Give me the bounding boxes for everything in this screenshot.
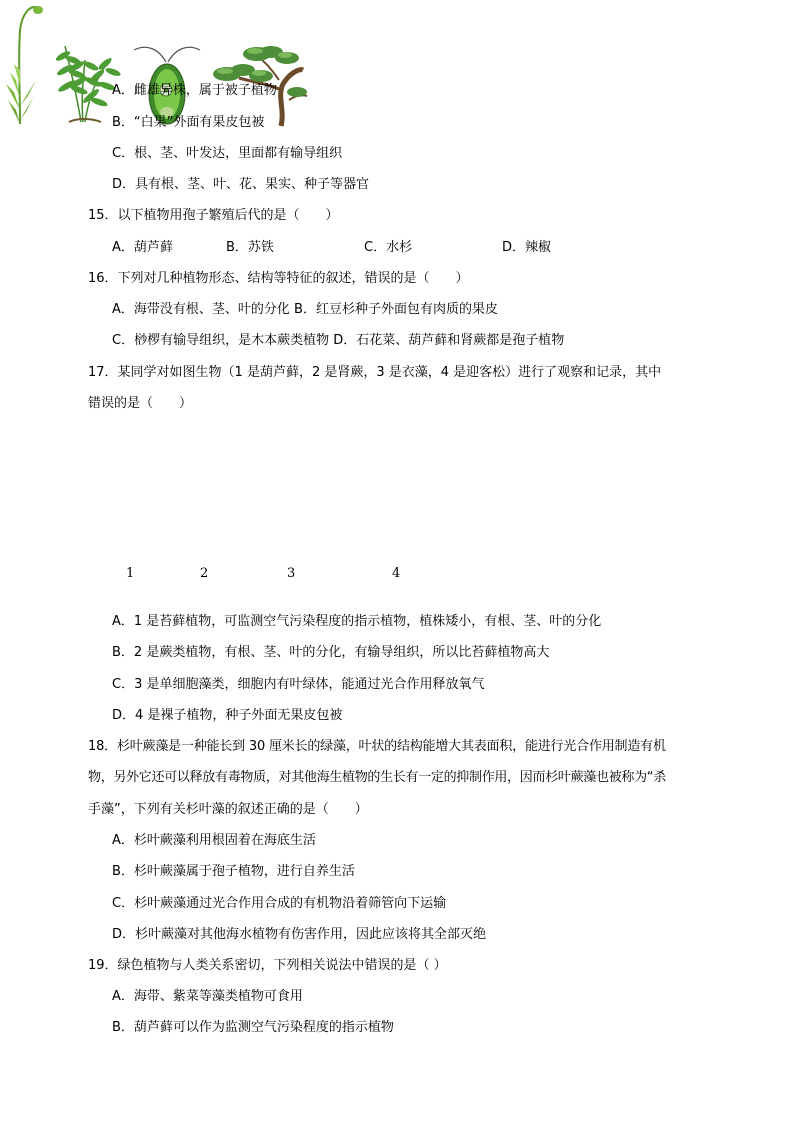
q18-stem-line3: 手藻”，下列有关杉叶藻的叙述正确的是（ ） (88, 802, 368, 817)
q18-stem-line1: 18．杉叶蕨藻是一种能长到 30 厘米长的绿藻，叶状的结构能增大其表面积，能进行光合作用制造有机 (88, 739, 666, 754)
q16-options-cd: C．桫椤有输导组织，是木本蕨类植物 D．石花菜、葫芦藓和肾蕨都是孢子植物 (112, 333, 565, 348)
q15-option-c: C．水杉 (364, 240, 413, 255)
q14-option-d: D．具有根、茎、叶、花、果实、种子等器官 (112, 177, 370, 192)
q17-option-b: B．2 是蕨类植物，有根、茎、叶的分化，有输导组织，所以比苔藓植物高大 (112, 645, 550, 660)
figure-label-1: 1 (126, 566, 135, 581)
q14-option-b: B．“白果”外面有果皮包被 (112, 115, 265, 130)
q14-option-a: A．雌雄异株，属于被子植物 (112, 83, 277, 98)
q15-option-d: D．辣椒 (502, 240, 552, 255)
q15-stem: 15．以下植物用孢子繁殖后代的是（ ） (88, 208, 339, 223)
q17-stem-line1: 17．某同学对如图生物（1 是葫芦藓，2 是肾蕨，3 是衣藻，4 是迎客松）进行了观察和记录，其中 (88, 365, 662, 380)
q19-stem: 19．绿色植物与人类关系密切，下列相关说法中错误的是（ ） (88, 958, 447, 973)
q17-stem-line2: 错误的是（ ） (88, 396, 193, 411)
q16-stem: 16．下列对几种植物形态、结构等特征的叙述，错误的是（ ） (88, 271, 469, 286)
q16-options-ab: A．海带没有根、茎、叶的分化 B．红豆杉种子外面包有肉质的果皮 (112, 302, 498, 317)
moss-plant-icon (0, 0, 46, 128)
q17-option-d: D．4 是裸子植物，种子外面无果皮包被 (112, 708, 343, 723)
q15-option-a: A．葫芦藓 (112, 240, 173, 255)
q18-option-c: C．杉叶蕨藻通过光合作用合成的有机物沿着筛管向下运输 (112, 896, 447, 911)
q15-options (0, 240, 794, 256)
q18-option-d: D．杉叶蕨藻对其他海水植物有伤害作用，因此应该将其全部灭绝 (112, 927, 487, 942)
q17-option-c: C．3 是单细胞藻类，细胞内有叶绿体，能通过光合作用释放氧气 (112, 677, 485, 692)
q14-option-c: C．根、茎、叶发达，里面都有输导组织 (112, 146, 343, 161)
q18-option-a: A．杉叶蕨藻利用根固着在海底生活 (112, 833, 316, 848)
figure-label-4: 4 (392, 566, 401, 581)
q18-option-b: B．杉叶蕨藻属于孢子植物，进行自养生活 (112, 864, 355, 879)
q15-option-b: B．苏铁 (226, 240, 274, 255)
q18-stem-line2: 物，另外它还可以释放有毒物质，对其他海生植物的生长有一定的抑制作用，因而杉叶蕨藻也被称为“杀 (88, 770, 666, 785)
figure-label-3: 3 (287, 566, 296, 581)
figure-label-2: 2 (200, 566, 209, 581)
q19-option-a: A．海带、紫菜等藻类植物可食用 (112, 989, 303, 1004)
q19-option-b: B．葫芦藓可以作为监测空气污染程度的指示植物 (112, 1020, 394, 1035)
q17-option-a: A．1 是苔藓植物，可监测空气污染程度的指示植物，植株矮小，有根、茎、叶的分化 (112, 614, 602, 629)
